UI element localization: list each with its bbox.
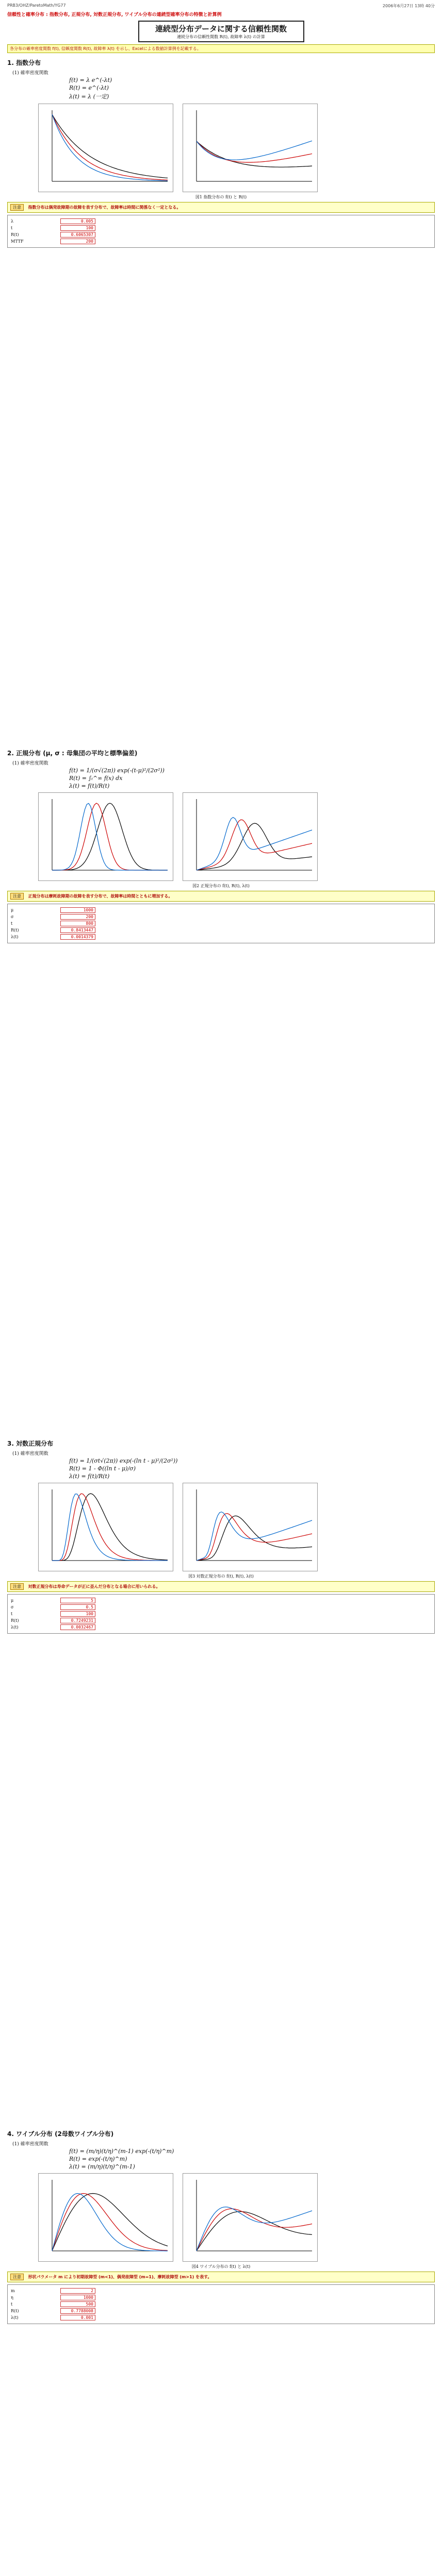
note-text: 指数分布は偶発故障期の故障を表す分布で、故障率は時間に関係なく一定となる。 (28, 205, 181, 210)
calc-row (11, 225, 431, 231)
section-subheading: (1) 確率密度関数 (12, 71, 48, 76)
curve-plot (38, 2173, 173, 2262)
curve-line (52, 1494, 168, 1561)
curve-plot (38, 104, 173, 192)
document-subtitle: 連続分布の信頼性関数 R(t), 故障率 λ(t) の計算 (177, 35, 265, 39)
calc-label: η (11, 2295, 13, 2300)
calc-label: R(t) (11, 1618, 19, 1623)
figure-caption: 図3 対数正規分布の f(t), R(t), λ(t) (188, 1574, 254, 1579)
equation: f(t) = λ e^(-λt) (69, 77, 112, 83)
curve-line (197, 2212, 312, 2251)
note-tag: 注意 (10, 2274, 24, 2280)
curve-line (52, 114, 168, 181)
calc-value-cell[interactable]: 1000 (60, 907, 95, 913)
calc-label: t (11, 921, 13, 926)
equation: λ(t) = f(t)/R(t) (69, 783, 110, 789)
intro-text: 信頼性と確率分布 : 指数分布, 正規分布, 対数正規分布, ワイブル分布の連続型確率分布の特徴と計算例 (7, 12, 222, 18)
calc-label: λ(t) (11, 2315, 19, 2320)
curve-line (197, 1512, 312, 1561)
calc-value-cell[interactable]: 1000 (60, 2295, 95, 2300)
section-heading: 2. 正規分布 (μ, σ : 母集団の平均と標準偏差) (7, 750, 138, 757)
figure (38, 792, 173, 881)
section-4 (7, 2129, 435, 2576)
curve-line (52, 114, 168, 178)
figure (183, 792, 318, 881)
figure (183, 104, 318, 192)
calculation-box (7, 2284, 435, 2324)
calc-label: λ (11, 219, 14, 224)
calculation-box (7, 904, 435, 943)
intro-banner: 各分布の確率密度関数 f(t), 信頼度関数 R(t), 故障率 λ(t) を示し、Excelによる数値計算例を記載する。 (7, 44, 435, 53)
figure-caption: 図2 正規分布の f(t), R(t), λ(t) (192, 884, 250, 888)
note-box (7, 2272, 435, 2282)
equation: R(t) = exp(-(t/η)^m) (69, 2156, 127, 2162)
note-text: 形状パラメータ m により初期故障型 (m<1)、偶発故障型 (m=1)、摩耗故障型 (m>1) を表す。 (28, 2275, 212, 2279)
figure (38, 104, 173, 192)
section-2 (7, 749, 435, 1434)
section-subheading: (1) 確率密度関数 (12, 2142, 48, 2147)
calc-row (11, 218, 431, 224)
calc-row (11, 914, 431, 920)
calc-label: t (11, 1612, 13, 1616)
section-heading: 1. 指数分布 (7, 59, 41, 66)
section-heading: 3. 対数正規分布 (7, 1440, 54, 1447)
note-box (7, 202, 435, 213)
header-right: 2006年6月27日 13時 40分 (382, 4, 435, 8)
curve-line (52, 1494, 168, 1561)
curve-line (52, 803, 168, 870)
section-subheading: (1) 確率密度関数 (12, 1451, 48, 1456)
calc-value-cell[interactable]: 0.001 (60, 2315, 95, 2320)
curve-plot (38, 1483, 173, 1571)
equation: R(t) = 1 - Φ((ln t - μ)/σ) (69, 1465, 136, 1472)
calc-value-cell[interactable]: 5 (60, 1598, 95, 1603)
calc-row (11, 1611, 431, 1617)
curve-line (52, 2194, 168, 2251)
calc-value-cell[interactable]: 0.6065307 (60, 232, 95, 238)
section-3 (7, 1439, 435, 2124)
note-text: 正規分布は摩耗故障期の故障を表す分布で、故障率は時間とともに増加する。 (28, 894, 173, 899)
note-box (7, 1581, 435, 1592)
curve-plot (183, 792, 318, 881)
equation: f(t) = 1/(σ√(2π)) exp(-(t-μ)²/(2σ²)) (69, 767, 165, 774)
calc-row (11, 1604, 431, 1610)
equation: f(t) = 1/(σt√(2π)) exp(-(ln t - μ)²/(2σ²)) (69, 1458, 178, 1464)
calc-row (11, 2308, 431, 2314)
curve-line (52, 803, 168, 870)
calc-value-cell[interactable]: 500 (60, 2301, 95, 2307)
curve-line (52, 114, 168, 180)
curve-line (52, 2194, 168, 2251)
equation: R(t) = ∫ₜ^∞ f(x) dx (69, 775, 123, 782)
section-1 (7, 58, 435, 743)
figure (38, 2173, 173, 2262)
curve-line (197, 820, 312, 870)
curve-plot (183, 104, 318, 192)
calc-label: t (11, 2302, 13, 2307)
calc-row (11, 1598, 431, 1603)
calc-row (11, 934, 431, 940)
calc-value-cell[interactable]: 200 (60, 914, 95, 920)
sections-container (7, 58, 435, 2576)
calc-row (11, 1624, 431, 1630)
calc-value-cell[interactable]: 2 (60, 2288, 95, 2294)
calc-value-cell[interactable]: 0.5 (60, 1604, 95, 1610)
calc-row (11, 2288, 431, 2294)
figure (183, 1483, 318, 1571)
note-text: 対数正規分布は寿命データが正に歪んだ分布となる場合に用いられる。 (28, 1584, 160, 1589)
header-left: PRB3/OHZ/ParetoMath/YG77 (7, 3, 66, 8)
calc-value-cell[interactable]: 0.8413447 (60, 927, 95, 933)
curve-plot (183, 2173, 318, 2262)
calc-value-cell[interactable]: 0.005 (60, 218, 95, 224)
note-tag: 注意 (10, 1583, 24, 1590)
calc-row (11, 239, 431, 244)
calc-label: σ (11, 914, 14, 919)
figure-row (38, 792, 435, 881)
calc-value-cell[interactable]: 200 (60, 239, 95, 244)
calc-row (11, 232, 431, 238)
curve-line (197, 2209, 312, 2251)
calc-label: t (11, 226, 13, 230)
calc-label: μ (11, 908, 14, 912)
curve-plot (38, 792, 173, 881)
calc-value-cell[interactable]: 0.0014379 (60, 934, 95, 940)
equation: λ(t) = f(t)/R(t) (69, 1473, 110, 1480)
curve-line (52, 803, 168, 870)
calc-row (11, 2295, 431, 2300)
document-title: 連続型分布データに関する信頼性関数 (155, 24, 287, 33)
note-tag: 注意 (10, 204, 24, 211)
calc-label: m (11, 2289, 15, 2293)
calc-value-cell[interactable]: 0.7249231 (60, 1618, 95, 1623)
curve-line (197, 1516, 312, 1561)
calc-value-cell[interactable]: 0.0032467 (60, 1624, 95, 1630)
calc-label: σ (11, 1605, 14, 1609)
curve-plot (183, 1483, 318, 1571)
calc-value-cell[interactable]: 100 (60, 1611, 95, 1617)
curve-line (197, 2207, 312, 2251)
calc-label: R(t) (11, 232, 19, 237)
calculation-box (7, 1594, 435, 1634)
calculation-box (7, 215, 435, 248)
section-heading: 4. ワイブル分布 (2母数ワイブル分布) (7, 2130, 114, 2138)
curve-line (197, 818, 312, 871)
curve-line (197, 141, 312, 162)
calc-value-cell[interactable]: 800 (60, 921, 95, 926)
curve-line (197, 141, 312, 167)
calc-row (11, 2315, 431, 2320)
calc-row (11, 907, 431, 913)
figure-row (38, 1483, 435, 1571)
calc-row (11, 2301, 431, 2307)
calc-label: R(t) (11, 2309, 19, 2313)
calc-row (11, 927, 431, 933)
curve-line (197, 823, 312, 870)
title-box (138, 21, 304, 42)
calc-value-cell[interactable]: 0.7788008 (60, 2308, 95, 2314)
figure (38, 1483, 173, 1571)
page-header (7, 3, 435, 9)
calc-value-cell[interactable]: 100 (60, 225, 95, 231)
equation: λ(t) = (m/η)(t/η)^(m-1) (69, 2163, 135, 2170)
equation: R(t) = e^(-λt) (69, 84, 109, 91)
figure-row (38, 104, 435, 192)
curve-line (197, 1514, 312, 1561)
figure-caption: 図1 指数分布の f(t) と R(t) (195, 195, 247, 199)
figure (183, 2173, 318, 2262)
calc-label: λ(t) (11, 1625, 19, 1630)
calc-row (11, 1618, 431, 1623)
equation: f(t) = (m/η)(t/η)^(m-1) exp(-(t/η)^m) (69, 2148, 174, 2155)
section-subheading: (1) 確率密度関数 (12, 761, 48, 766)
figure-row (38, 2173, 435, 2262)
note-tag: 注意 (10, 893, 24, 900)
calc-label: μ (11, 1598, 14, 1603)
calc-row (11, 921, 431, 926)
curve-line (52, 1494, 168, 1561)
figure-caption: 図4 ワイブル分布の f(t) と λ(t) (191, 2264, 251, 2269)
curve-line (52, 2194, 168, 2251)
equation: λ(t) = λ (一定) (69, 93, 109, 100)
note-box (7, 891, 435, 902)
calc-label: R(t) (11, 928, 19, 933)
calc-label: MTTF (11, 239, 24, 244)
calc-label: λ(t) (11, 935, 19, 939)
